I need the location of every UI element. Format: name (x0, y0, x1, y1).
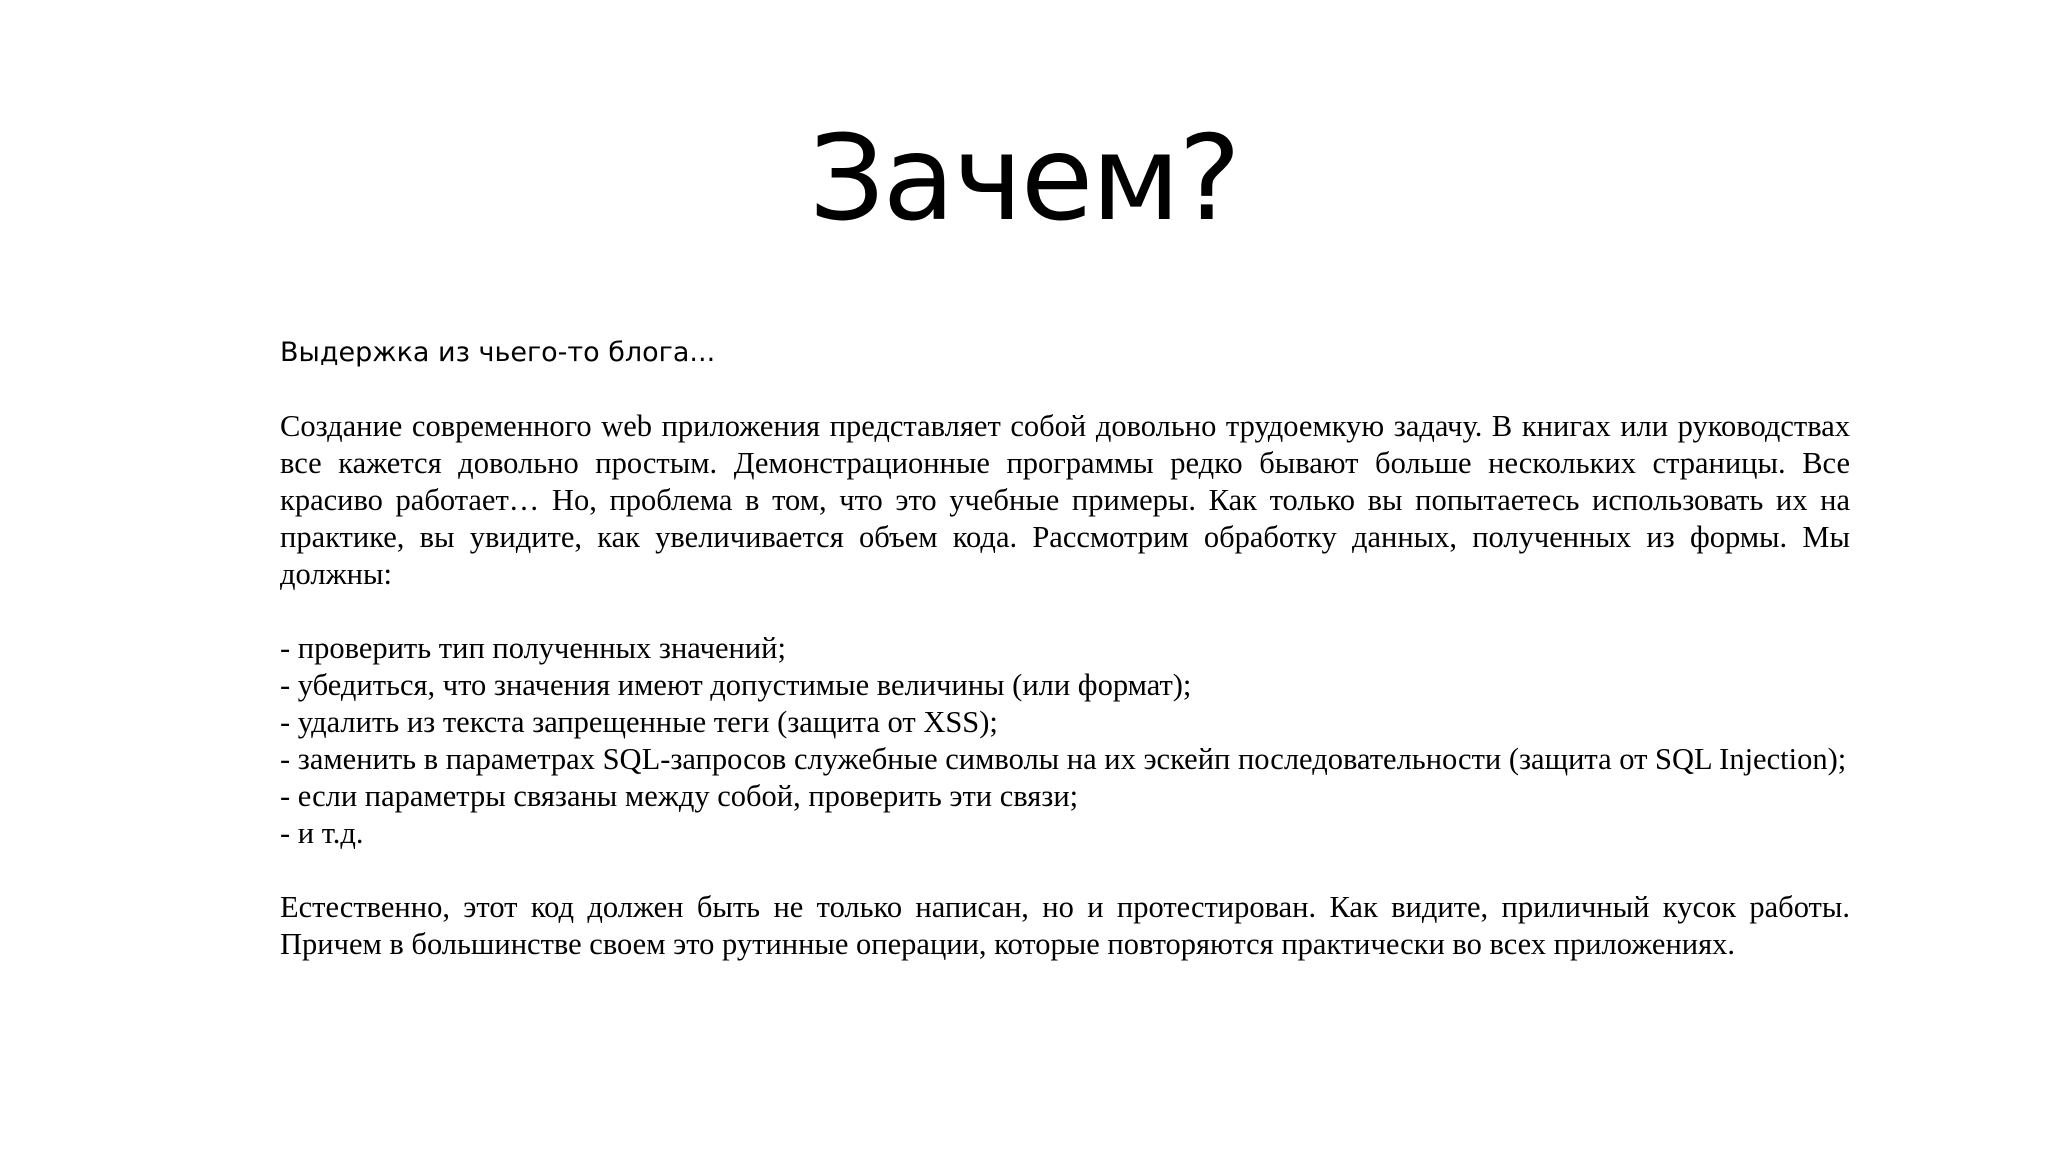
intro-paragraph: Создание современного web приложения представляет собой довольно трудоемкую задачу. В книгах или руководствах все кажется довольно простым. Демонстрационные программы редко бывают больше нескольких страницы. Все красиво работает… Но, проблема в том, что это учебные примеры. Как только вы попытаетесь использовать их на практике, вы увидите, как увеличивается объем кода. Рассмотрим обработку данных, полученных из формы. Мы должны: (280, 409, 1850, 591)
slide-title: Зачем? (809, 109, 1239, 247)
requirements-list (280, 630, 1850, 852)
list-item: - и т.д. (280, 816, 364, 850)
list-item: - заменить в параметрах SQL-запросов служебные символы на их эскейп последовательности (защита от SQL Injection); (280, 742, 1847, 776)
slide-body (280, 408, 1850, 963)
list-item: - удалить из текста запрещенные теги (защита от XSS); (280, 705, 998, 739)
list-item: - проверить тип полученных значений; (280, 631, 786, 665)
slide-subtitle: Выдержка из чьего-то блога... (280, 337, 716, 368)
list-item: - если параметры связаны между собой, проверить эти связи; (280, 779, 1079, 813)
closing-paragraph: Естественно, этот код должен быть не только написан, но и протестирован. Как видите, приличный кусок работы. Причем в большинстве своем это рутинные операции, которые повторяются практически во всех приложениях. (280, 890, 1850, 961)
spacer (280, 593, 1850, 630)
list-item: - убедиться, что значения имеют допустимые величины (или формат); (280, 668, 1192, 702)
spacer (280, 852, 1850, 889)
